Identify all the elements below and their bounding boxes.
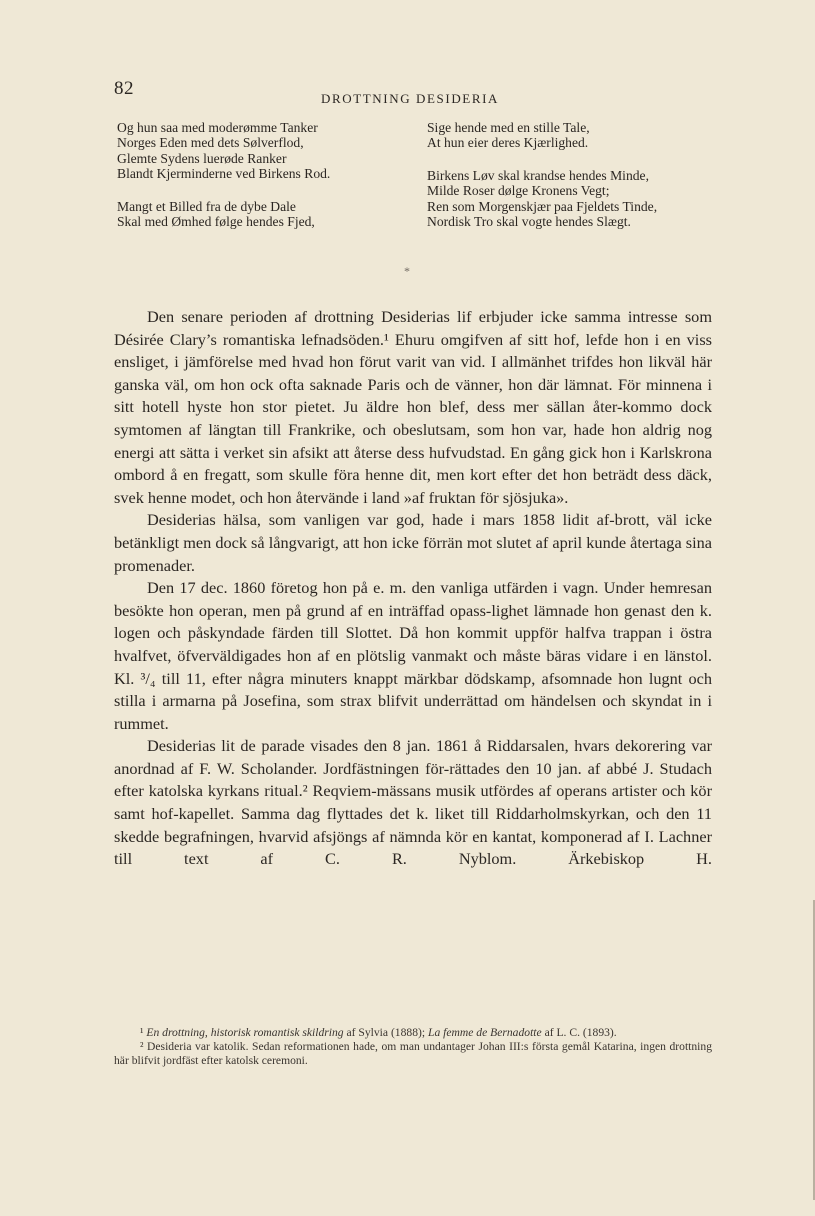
body-paragraph: Den senare perioden af drottning Desiderias lif erbjuder icke samma intresse som Désirée Clary’s romantiska lefnadsöden.¹ Ehuru omgifven af sitt hof, lefde hon i en viss ensliget, i jämförelse med hvad hon förut varit van vid. I allmänhet trifdes hon likväl här ganska väl, om hon ock ofta saknade Paris och de vänner, hon där lämnat. För minnena i sitt hotell hyste hon stor pietet. Ju äldre hon blef, dess mer sällan åter-kommo dock symtomen af längtan till Frankrike, och obeslutsam, som hon var, hade hon aldrig nog energi att sätta i verket sin afsikt att återse dess hufvudstad. En gång gick hon i Karlskrona ombord å en fregatt, som skulle föra henne dit, men kort efter det hon beträdt dess däck, svek henne modet, och hon återvände i land »af fruktan för sjösjuka». [114, 307, 712, 507]
footnote-1 [114, 1026, 712, 1040]
footnote-text: af Sylvia (1888); [346, 1026, 426, 1039]
poem-line: At hun eier deres Kjærlighed. [427, 135, 589, 151]
poem-line: Norges Eden med dets Sølverflod, [117, 135, 304, 151]
body-text [114, 306, 712, 871]
poem-line: Skal med Ømhed følge hendes Fjed, [117, 214, 315, 230]
footnote-title: La femme de Bernadotte [428, 1026, 542, 1039]
footnote-text: af L. C. (1893). [544, 1026, 617, 1039]
poem-line: Sige hende med en stille Tale, [427, 120, 590, 135]
poem-line: Og hun saa med moderømme Tanker [117, 120, 318, 135]
poem-left-column [117, 120, 407, 246]
body-paragraph: Desiderias lit de parade visades den 8 jan. 1861 å Riddarsalen, hvars dekorering var anordnad af F. W. Scholander. Jordfästningen för-rättades den 10 jan. af abbé J. Studach efter katolska kyrkans ritual.² Reqviem-mässans musik utfördes af operans artister och kör samt hof-kapellet. Samma dag flyttades det k. liket till Riddarholmskyrkan, och den 11 skedde begrafningen, hvarvid afsjöngs af nämnda kör en kantat, komponerad af I. Lachner till text af C. R. Nyblom. Ärkebiskop H. [114, 736, 712, 869]
running-head: DROTTNING DESIDERIA [320, 91, 500, 106]
body-paragraph: Den 17 dec. 1860 företog hon på e. m. den vanliga utfärden i vagn. Under hemresan besökte hon operan, men på grund af en inträffad opass-lighet lämnade hon genast den k. logen och påskyndade färden till Slottet. Då hon kommit uppför halfva trappan i östra hvalfvet, öfverväldigades hon af en plötslig vanmakt och måste bäras vidare i en länstol. Kl. ³/₄ till 11, efter några minuters knappt märkbar dödskamp, afsomnade hon lugnt och stilla i armarna på Josefina, som strax blifvit underrättad om händelsen och skyndat in i rummet. [114, 578, 712, 733]
poem-line: Ren som Morgenskjær paa Fjeldets Tinde, [427, 198, 658, 214]
poem-stanza [427, 168, 727, 230]
poem-stanza [427, 120, 727, 151]
poem-stanza [117, 120, 407, 182]
footnote-marker: ¹ [140, 1026, 144, 1039]
page-number: 82 [114, 78, 134, 99]
footnote-title: En drottning, historisk romantisk skildring [146, 1026, 344, 1039]
footnotes [114, 1026, 712, 1069]
poem-line: Milde Roser dølge Kronens Vegt; [427, 183, 610, 199]
poem-right-column [427, 120, 727, 246]
poem-stanza [117, 199, 407, 230]
poem-line: Mangt et Billed fra de dybe Dale [117, 198, 296, 214]
poem-line: Blandt Kjerminderne ved Birkens Rod. [117, 166, 331, 182]
poem-line: Birkens Løv skal krandse hendes Minde, [427, 167, 649, 183]
poem-line: Glemte Sydens luerøde Ranker [117, 150, 287, 166]
footnote-2: ² Desideria var katolik. Sedan reformationen hade, om man undantager Johan III:s första gemål Katarina, ingen drottning här blifvit jordfäst efter katolsk ceremoni. [114, 1040, 712, 1068]
section-separator: * [404, 264, 410, 278]
poem-line: Nordisk Tro skal vogte hendes Slægt. [427, 214, 631, 230]
body-paragraph: Desiderias hälsa, som vanligen var god, hade i mars 1858 lidit af-brott, väl icke betänkligt men dock så långvarigt, att hon icke förrän mot slutet af april kunde återtaga sina promenader. [114, 510, 712, 575]
